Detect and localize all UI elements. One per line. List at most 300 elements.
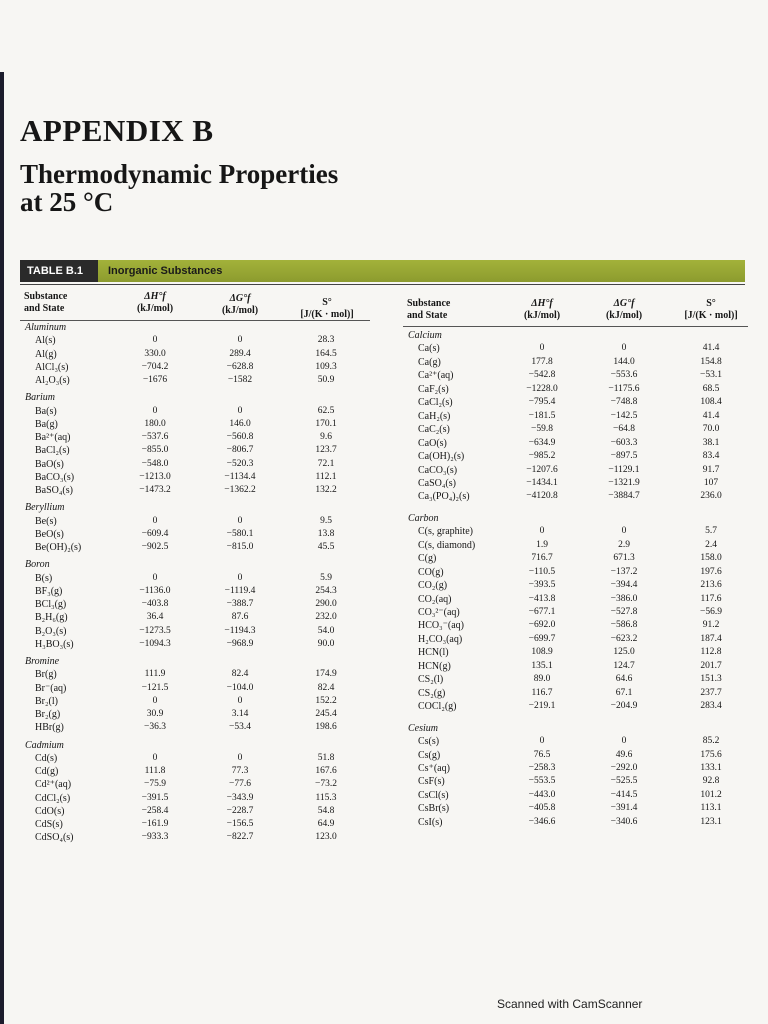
- substance-cell: Ba(s): [35, 405, 57, 417]
- enthalpy-cell: −121.5: [141, 682, 169, 693]
- entropy-cell: 115.3: [315, 792, 337, 803]
- substance-cell: BCl₃(g): [35, 599, 67, 610]
- page-edge: [0, 72, 4, 1024]
- enthalpy-cell: −933.3: [141, 832, 169, 843]
- substance-cell: Ca₃(PO₄)₂(s): [418, 491, 470, 503]
- substance-cell: BF₃(g): [35, 585, 63, 597]
- gibbs-cell: −822.7: [226, 832, 254, 843]
- gibbs-cell: −77.6: [229, 779, 251, 790]
- entropy-cell: 9.6: [320, 432, 332, 442]
- gibbs-cell: −137.2: [610, 566, 638, 577]
- substance-cell: CsCl(s): [418, 789, 449, 801]
- gibbs-cell: −580.1: [226, 528, 254, 539]
- substance-cell: B₂H₆(g): [35, 612, 68, 624]
- header-text: (kJ/mol): [605, 310, 643, 321]
- entropy-cell: 41.4: [702, 343, 720, 354]
- header-text: (kJ/mol): [136, 303, 174, 314]
- entropy-cell: 123.0: [315, 832, 337, 843]
- gibbs-cell: −228.7: [226, 805, 254, 816]
- substance-cell: Cd(g): [35, 766, 59, 777]
- enthalpy-cell: 0: [152, 405, 158, 416]
- entropy-cell: 175.6: [700, 749, 722, 760]
- entropy-cell: 83.4: [702, 451, 720, 462]
- gibbs-cell: −1362.2: [224, 485, 256, 495]
- substance-cell: Al₂O₃(s): [35, 375, 70, 386]
- entropy-cell: 117.6: [700, 593, 722, 604]
- gibbs-cell: 146.0: [229, 418, 251, 429]
- enthalpy-cell: −110.5: [528, 566, 556, 577]
- gibbs-cell: 0: [237, 335, 243, 346]
- enthalpy-cell: −634.9: [528, 437, 556, 448]
- enthalpy-cell: 180.0: [144, 418, 166, 429]
- substance-cell: CdSO₄(s): [35, 832, 74, 844]
- substance-cell: CS₂(g): [418, 687, 446, 699]
- entropy-cell: 109.3: [315, 361, 337, 372]
- entropy-cell: 101.2: [700, 789, 722, 800]
- substance-cell: Al(s): [35, 335, 56, 347]
- entropy-cell: 92.8: [702, 776, 720, 787]
- entropy-cell: −53.1: [700, 370, 722, 381]
- enthalpy-cell: −1136.0: [139, 585, 171, 596]
- enthalpy-cell: −1273.5: [139, 625, 171, 636]
- entropy-cell: 51.8: [317, 752, 335, 763]
- enthalpy-cell: −393.5: [528, 580, 556, 591]
- header-text: [J/(K · mol)]: [684, 310, 738, 321]
- group-name: Aluminum: [25, 322, 67, 333]
- table-name: Inorganic Substances: [108, 265, 223, 277]
- entropy-cell: 41.4: [702, 410, 720, 421]
- substance-cell: AlCl₃(s): [35, 361, 69, 373]
- header-text: Substance: [24, 291, 68, 302]
- enthalpy-cell: −391.5: [141, 792, 169, 803]
- enthalpy-cell: −548.0: [141, 458, 169, 469]
- gibbs-cell: −340.6: [610, 816, 638, 827]
- page-title: [20, 160, 338, 216]
- entropy-cell: 64.9: [317, 819, 335, 829]
- entropy-cell: 187.4: [700, 633, 722, 644]
- gibbs-cell: −553.6: [610, 370, 638, 381]
- entropy-cell: 151.3: [700, 674, 722, 685]
- enthalpy-cell: −677.1: [528, 607, 556, 617]
- right-header-rule: [403, 326, 748, 327]
- substance-cell: Ca(OH)₂(s): [418, 451, 465, 463]
- enthalpy-cell: −855.0: [141, 445, 169, 456]
- substance-cell: CO₂(g): [418, 580, 448, 592]
- enthalpy-cell: −4120.8: [526, 491, 558, 502]
- scanner-watermark: Scanned with CamScanner: [497, 997, 643, 1011]
- entropy-cell: 283.4: [700, 701, 722, 712]
- enthalpy-cell: 30.9: [146, 709, 164, 719]
- entropy-cell: 290.0: [315, 599, 337, 609]
- substance-cell: Ca²⁺(aq): [418, 370, 454, 382]
- enthalpy-cell: 116.7: [531, 687, 553, 698]
- gibbs-cell: −414.5: [610, 789, 638, 800]
- substance-cell: Cs⁺(aq): [418, 762, 450, 774]
- entropy-cell: 254.3: [315, 585, 337, 596]
- gibbs-cell: −525.5: [610, 776, 638, 787]
- gibbs-cell: −815.0: [226, 542, 254, 552]
- substance-cell: Br₂(g): [35, 709, 61, 720]
- header-text: and State: [24, 303, 65, 314]
- gibbs-cell: 67.1: [615, 687, 633, 698]
- enthalpy-cell: 89.0: [533, 674, 551, 685]
- enthalpy-cell: 330.0: [144, 348, 166, 359]
- substance-cell: BeO(s): [35, 528, 64, 540]
- entropy-cell: 107: [703, 477, 719, 488]
- enthalpy-cell: −219.1: [528, 701, 556, 712]
- enthalpy-cell: −1228.0: [526, 383, 558, 394]
- substance-cell: CaCO₃(s): [418, 464, 458, 476]
- group-name: Cadmium: [25, 739, 64, 751]
- left-header-s: [292, 297, 362, 321]
- substance-cell: Br₂(l): [35, 695, 58, 707]
- substance-cell: CdS(s): [35, 819, 63, 830]
- entropy-cell: 123.7: [315, 445, 337, 456]
- substance-cell: Ba(g): [35, 418, 58, 430]
- enthalpy-cell: −704.2: [141, 361, 169, 372]
- enthalpy-cell: −985.2: [528, 451, 556, 462]
- enthalpy-cell: 0: [152, 335, 158, 346]
- left-header-dg: [207, 293, 273, 317]
- right-header-dh: [509, 298, 575, 322]
- substance-cell: CsBr(s): [418, 803, 450, 815]
- substance-cell: C(g): [418, 553, 437, 565]
- gibbs-cell: −748.8: [610, 397, 638, 408]
- enthalpy-cell: 135.1: [531, 660, 553, 671]
- enthalpy-cell: 0: [152, 695, 158, 706]
- entropy-cell: −56.9: [700, 607, 722, 617]
- gibbs-cell: −394.4: [610, 580, 638, 591]
- entropy-cell: 28.3: [317, 335, 335, 346]
- right-header-substance: [407, 298, 487, 322]
- gibbs-cell: −897.5: [610, 451, 638, 462]
- group-name: Carbon: [408, 512, 439, 524]
- substance-cell: CdCl₂(s): [35, 792, 71, 804]
- header-text: ΔH°f: [144, 291, 166, 302]
- enthalpy-cell: −258.3: [528, 762, 556, 773]
- entropy-cell: 72.1: [317, 458, 335, 469]
- group-name: Barium: [25, 392, 55, 404]
- substance-cell: BaCO₃(s): [35, 471, 75, 483]
- substance-cell: CsI(s): [418, 816, 443, 828]
- title-line-1: Thermodynamic Properties: [20, 159, 339, 189]
- entropy-cell: 174.9: [315, 669, 337, 680]
- left-header-rule: [20, 320, 370, 321]
- substance-cell: HBr(g): [35, 722, 64, 734]
- header-text: [J/(K · mol)]: [300, 309, 354, 320]
- substance-cell: Br⁻(aq): [35, 682, 67, 694]
- gibbs-cell: 64.6: [615, 674, 633, 685]
- gibbs-cell: −560.8: [226, 432, 254, 442]
- entropy-cell: 70.0: [702, 424, 720, 435]
- substance-cell: Ba²⁺(aq): [35, 432, 71, 443]
- table-top-rule: [20, 284, 745, 285]
- enthalpy-cell: 76.5: [533, 749, 551, 760]
- substance-cell: H₃BO₃(s): [35, 638, 74, 650]
- substance-cell: HCN(l): [418, 647, 449, 659]
- substance-cell: CO(g): [418, 566, 444, 578]
- entropy-cell: 91.7: [702, 464, 720, 475]
- gibbs-cell: −204.9: [610, 701, 638, 712]
- left-header-substance: [24, 291, 104, 315]
- entropy-cell: 164.5: [315, 348, 337, 359]
- gibbs-cell: −104.0: [226, 682, 254, 693]
- entropy-cell: 158.0: [700, 553, 722, 564]
- enthalpy-cell: −609.4: [141, 528, 169, 539]
- entropy-cell: 154.8: [700, 356, 722, 367]
- right-header-s: [674, 298, 748, 322]
- enthalpy-cell: 0: [152, 752, 158, 763]
- substance-cell: BaCl₂(s): [35, 445, 70, 457]
- enthalpy-cell: −1094.3: [139, 638, 171, 649]
- entropy-cell: −73.2: [315, 779, 337, 790]
- enthalpy-cell: −1213.0: [139, 471, 171, 482]
- left-header-dh: [122, 291, 188, 315]
- entropy-cell: 213.6: [700, 580, 722, 591]
- substance-cell: CaH₂(s): [418, 410, 451, 422]
- gibbs-cell: −386.0: [610, 593, 638, 604]
- gibbs-cell: 77.3: [231, 766, 249, 776]
- enthalpy-cell: −692.0: [528, 620, 556, 631]
- enthalpy-cell: 1.9: [536, 539, 548, 550]
- enthalpy-cell: 0: [152, 515, 158, 526]
- enthalpy-cell: 0: [539, 343, 545, 354]
- entropy-cell: 123.1: [700, 816, 722, 827]
- gibbs-cell: −628.8: [226, 361, 254, 372]
- entropy-cell: 132.2: [315, 485, 337, 495]
- substance-cell: CsF(s): [418, 776, 445, 788]
- gibbs-cell: −623.2: [610, 633, 638, 644]
- substance-cell: Ca(s): [418, 343, 440, 355]
- entropy-cell: 133.1: [700, 762, 722, 773]
- substance-cell: COCl₂(g): [418, 701, 457, 713]
- header-text: ΔG°f: [613, 298, 635, 309]
- entropy-cell: 91.2: [702, 620, 720, 631]
- entropy-cell: 245.4: [315, 709, 337, 719]
- gibbs-cell: 0: [237, 695, 243, 706]
- gibbs-cell: 2.9: [618, 539, 630, 550]
- entropy-cell: 13.8: [317, 528, 335, 539]
- gibbs-cell: −1175.6: [608, 383, 640, 394]
- substance-cell: CS₂(l): [418, 674, 444, 686]
- entropy-cell: 50.9: [317, 375, 335, 385]
- entropy-cell: 167.6: [315, 766, 337, 776]
- entropy-cell: 38.1: [702, 437, 720, 448]
- enthalpy-cell: 0: [152, 572, 158, 583]
- gibbs-cell: −1194.3: [224, 625, 256, 636]
- entropy-cell: 54.8: [317, 805, 335, 816]
- entropy-cell: 236.0: [700, 491, 722, 502]
- header-text: and State: [407, 310, 448, 321]
- substance-cell: C(s, graphite): [418, 526, 473, 538]
- gibbs-cell: −156.5: [226, 819, 254, 829]
- entropy-cell: 198.6: [315, 722, 337, 733]
- entropy-cell: 152.2: [315, 695, 337, 706]
- substance-cell: Ca(g): [418, 356, 441, 368]
- entropy-cell: 85.2: [702, 736, 720, 747]
- enthalpy-cell: −36.3: [144, 722, 166, 733]
- gibbs-cell: 124.7: [613, 660, 635, 671]
- group-name: Calcium: [408, 330, 442, 341]
- appendix-heading: APPENDIX B: [20, 113, 214, 148]
- enthalpy-cell: −59.8: [531, 424, 553, 435]
- title-line-2: at 25 °C: [20, 187, 114, 217]
- header-text: (kJ/mol): [221, 305, 259, 316]
- entropy-cell: 170.1: [315, 418, 337, 429]
- entropy-cell: 68.5: [702, 383, 720, 394]
- entropy-cell: 108.4: [700, 397, 722, 408]
- gibbs-cell: 671.3: [613, 553, 635, 564]
- substance-cell: CaC₂(s): [418, 424, 450, 436]
- substance-cell: CO₃²⁻(aq): [418, 607, 460, 618]
- enthalpy-cell: −403.8: [141, 599, 169, 609]
- gibbs-cell: −1582: [227, 375, 253, 385]
- header-text: ΔG°f: [229, 293, 251, 304]
- substance-cell: CaO(s): [418, 437, 447, 449]
- substance-cell: HCN(g): [418, 660, 451, 672]
- substance-cell: B(s): [35, 572, 53, 584]
- enthalpy-cell: 0: [539, 526, 545, 537]
- gibbs-cell: 0: [621, 526, 627, 537]
- table-number: TABLE B.1: [20, 260, 98, 282]
- substance-cell: CaSO₄(s): [418, 477, 456, 489]
- gibbs-cell: −53.4: [229, 722, 251, 733]
- enthalpy-cell: −1207.6: [526, 464, 558, 475]
- substance-cell: CO₂(aq): [418, 593, 452, 605]
- enthalpy-cell: −553.5: [528, 776, 556, 787]
- gibbs-cell: −388.7: [226, 599, 254, 609]
- gibbs-cell: 87.6: [231, 612, 249, 623]
- enthalpy-cell: −542.8: [528, 370, 556, 381]
- enthalpy-cell: −1434.1: [526, 477, 558, 488]
- entropy-cell: 232.0: [315, 612, 337, 623]
- gibbs-cell: −142.5: [610, 410, 638, 421]
- gibbs-cell: 0: [621, 343, 627, 354]
- group-name: Beryllium: [25, 502, 65, 514]
- entropy-cell: 9.5: [320, 515, 332, 526]
- header-text: Substance: [407, 298, 451, 309]
- enthalpy-cell: 0: [539, 736, 545, 747]
- entropy-cell: 62.5: [317, 405, 335, 416]
- entropy-cell: 5.7: [705, 526, 717, 537]
- entropy-cell: 113.1: [700, 803, 722, 814]
- entropy-cell: 197.6: [700, 566, 722, 577]
- substance-cell: Al(g): [35, 348, 57, 360]
- gibbs-cell: −1129.1: [608, 464, 640, 475]
- gibbs-cell: −64.8: [613, 424, 635, 435]
- entropy-cell: 45.5: [317, 542, 335, 552]
- enthalpy-cell: −258.4: [141, 805, 169, 816]
- substance-cell: H₂CO₃(aq): [418, 633, 463, 645]
- enthalpy-cell: −1676: [142, 375, 168, 385]
- gibbs-cell: −1119.4: [224, 585, 256, 596]
- enthalpy-cell: 716.7: [531, 553, 553, 564]
- entropy-cell: 90.0: [317, 638, 335, 649]
- substance-cell: Be(s): [35, 515, 57, 527]
- gibbs-cell: −520.3: [226, 458, 254, 469]
- gibbs-cell: −343.9: [226, 792, 254, 803]
- substance-cell: Br(g): [35, 669, 57, 681]
- gibbs-cell: 82.4: [231, 669, 249, 680]
- gibbs-cell: 125.0: [613, 647, 635, 658]
- enthalpy-cell: −795.4: [528, 397, 556, 408]
- enthalpy-cell: −537.6: [141, 432, 169, 442]
- gibbs-cell: −586.8: [610, 620, 638, 631]
- group-name: Cesium: [408, 722, 438, 734]
- enthalpy-cell: −161.9: [141, 819, 169, 829]
- substance-cell: CaCl₂(s): [418, 397, 453, 409]
- gibbs-cell: 49.6: [615, 749, 633, 760]
- gibbs-cell: 0: [237, 572, 243, 583]
- entropy-cell: 54.0: [317, 625, 335, 636]
- enthalpy-cell: −902.5: [141, 542, 169, 552]
- gibbs-cell: −3884.7: [608, 491, 640, 502]
- substance-cell: B₂O₃(s): [35, 625, 67, 637]
- enthalpy-cell: −346.6: [528, 816, 556, 827]
- substance-cell: HCO₃⁻(aq): [418, 620, 464, 632]
- substance-cell: Be(OH)₂(s): [35, 542, 82, 553]
- entropy-cell: 112.1: [315, 471, 337, 482]
- enthalpy-cell: −443.0: [528, 789, 556, 800]
- header-text: S°: [706, 298, 716, 309]
- substance-cell: BaO(s): [35, 458, 64, 470]
- substance-cell: C(s, diamond): [418, 539, 476, 551]
- enthalpy-cell: 111.8: [144, 766, 166, 776]
- header-text: (kJ/mol): [523, 310, 561, 321]
- enthalpy-cell: −1473.2: [139, 485, 171, 495]
- group-name: Bromine: [25, 656, 60, 667]
- entropy-cell: 82.4: [317, 682, 335, 693]
- right-header-dg: [591, 298, 657, 322]
- entropy-cell: 5.9: [320, 572, 332, 583]
- substance-cell: Cs(g): [418, 749, 441, 761]
- entropy-cell: 201.7: [700, 660, 722, 671]
- substance-cell: Cd²⁺(aq): [35, 779, 72, 791]
- enthalpy-cell: −699.7: [528, 633, 556, 644]
- gibbs-cell: −806.7: [226, 445, 254, 456]
- header-text: ΔH°f: [531, 298, 553, 309]
- gibbs-cell: 0: [237, 515, 243, 526]
- substance-cell: BaSO₄(s): [35, 485, 73, 496]
- entropy-cell: 237.7: [700, 687, 722, 698]
- gibbs-cell: 289.4: [229, 348, 251, 359]
- gibbs-cell: 0: [621, 736, 627, 747]
- gibbs-cell: 144.0: [613, 356, 635, 367]
- enthalpy-cell: −75.9: [144, 779, 166, 790]
- gibbs-cell: −968.9: [226, 638, 254, 649]
- enthalpy-cell: −413.8: [528, 593, 556, 604]
- gibbs-cell: −1321.9: [608, 477, 640, 488]
- substance-cell: Cs(s): [418, 736, 440, 748]
- entropy-cell: 112.8: [700, 647, 722, 658]
- gibbs-cell: −1134.4: [224, 471, 256, 482]
- substance-cell: CaF₂(s): [418, 383, 449, 395]
- gibbs-cell: −292.0: [610, 762, 638, 773]
- table-caption-bar: [20, 260, 745, 282]
- enthalpy-cell: 111.9: [144, 669, 166, 680]
- gibbs-cell: 3.14: [231, 709, 249, 719]
- gibbs-cell: −527.8: [610, 607, 638, 617]
- gibbs-cell: 0: [237, 405, 243, 416]
- gibbs-cell: −603.3: [610, 437, 638, 448]
- substance-cell: Cd(s): [35, 752, 58, 764]
- group-name: Boron: [25, 559, 50, 571]
- enthalpy-cell: 108.9: [531, 647, 553, 658]
- gibbs-cell: 0: [237, 752, 243, 763]
- gibbs-cell: −391.4: [610, 803, 638, 814]
- enthalpy-cell: 177.8: [531, 356, 553, 367]
- enthalpy-cell: −181.5: [528, 410, 556, 421]
